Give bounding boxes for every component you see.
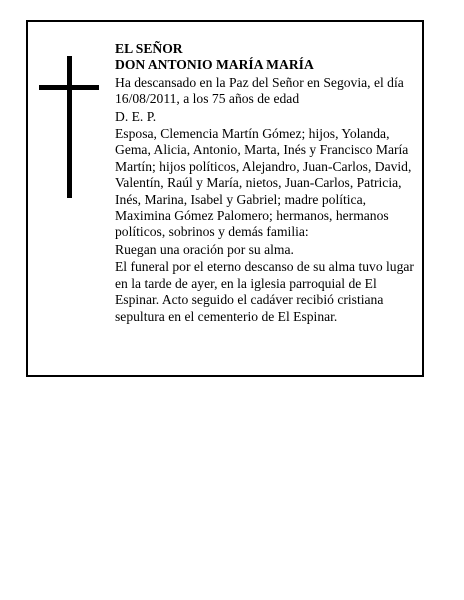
prayer-text: Ruegan una oración por su alma. [115,241,294,257]
title-line-2: DON ANTONIO MARÍA MARÍA [115,57,314,73]
dep-text: D. E. P. [115,108,157,124]
cross-vertical-bar [67,56,72,198]
family-text: Esposa, Clemencia Martín Gómez; hijos, Yolanda, Gema, Alicia, Antonio, Marta, Inés y Francisco María Martín; hijos políticos, Alejandro, Juan-Carlos, David, Valentín, Raúl y María, nietos, Juan-Carlos, Patricia, Inés, Marina, Isabel y Gabriel; madre política, Maximina Gómez Palomero; hermanos, hermanos políticos, sobrinos y demás familia: [115,126,412,240]
announcement-text: Ha descansado en la Paz del Señor en Segovia, el día 16/08/2011, a los 75 años de edad [115,74,404,107]
title-line-1: EL SEÑOR [115,41,183,56]
funeral-text: El funeral por el eterno descanso de su alma tuvo lugar en la tarde de ayer, en la iglesia parroquial de El Espinar. Acto seguido el cadáver recibió cristiana sepultura en el cementerio de El Espinar. [115,259,414,324]
obituary-notice [26,20,424,377]
obituary-text [115,41,420,325]
cross-horizontal-bar [39,85,99,90]
